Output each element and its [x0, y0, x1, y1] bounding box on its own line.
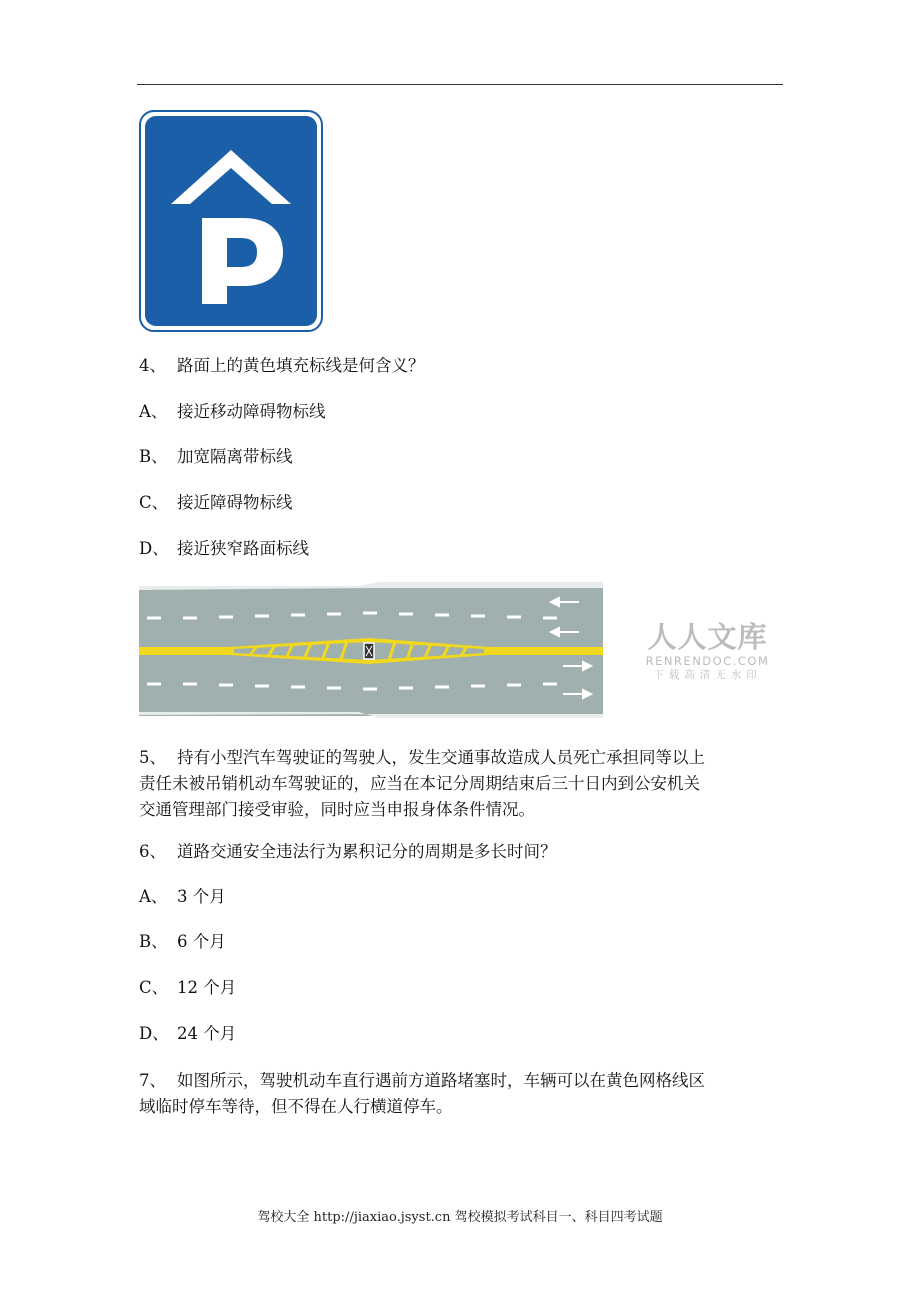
- question-text: 道路交通安全违法行为累积记分的周期是多长时间？: [177, 842, 557, 861]
- question-number: 7、: [139, 1071, 166, 1090]
- question-4: [139, 353, 425, 379]
- option-a: [139, 399, 326, 425]
- question-5: [139, 745, 779, 823]
- option-text: 加宽隔离带标线: [177, 447, 293, 466]
- header-rule: [137, 84, 783, 85]
- option-text: 接近障碍物标线: [177, 493, 293, 512]
- option-text: 24 个月: [177, 1024, 237, 1043]
- option-text: 6 个月: [177, 932, 226, 951]
- question-line: 交通管理部门接受审验，同时应当申报身体条件情况。: [139, 800, 535, 819]
- option-b: [139, 444, 293, 470]
- option-key: D、: [139, 1024, 169, 1043]
- question-text: 路面上的黄色填充标线是何含义？: [177, 356, 425, 375]
- question-6: [139, 839, 557, 865]
- option-d: [139, 1021, 236, 1047]
- question-text: 如图所示，驾驶机动车直行遇前方道路堵塞时，车辆可以在黄色网格线区: [177, 1071, 705, 1090]
- question-line: 域临时停车等待，但不得在人行横道停车。: [139, 1097, 453, 1116]
- option-key: C、: [139, 978, 169, 997]
- option-key: A、: [139, 402, 168, 421]
- option-key: C、: [139, 493, 169, 512]
- option-text: 接近移动障碍物标线: [177, 402, 326, 421]
- option-text: 接近狭窄路面标线: [177, 539, 309, 558]
- watermark-cn: 人人文库: [647, 620, 768, 654]
- question-number: 6、: [139, 842, 166, 861]
- option-key: B、: [139, 932, 168, 951]
- option-key: A、: [139, 887, 168, 906]
- option-b: [139, 929, 226, 955]
- option-key: B、: [139, 447, 168, 466]
- watermark-sub: 下载高清无水印: [653, 669, 762, 681]
- option-c: [139, 975, 236, 1001]
- question-text: 持有小型汽车驾驶证的驾驶人，发生交通事故造成人员死亡承担同等以上: [177, 748, 705, 767]
- question-line: [139, 1068, 779, 1094]
- question-number: 4、: [139, 356, 166, 375]
- page-footer: 驾校大全 http://jiaxiao.jsyst.cn 驾校模拟考试科目一、科目四考试题: [257, 1210, 663, 1225]
- option-key: D、: [139, 539, 169, 558]
- option-text: 3 个月: [177, 887, 226, 906]
- option-c: [139, 490, 293, 516]
- watermark-en: RENRENDOC.COM: [645, 654, 770, 668]
- option-text: 12 个月: [177, 978, 237, 997]
- question-7: [139, 1068, 779, 1120]
- option-d: [139, 536, 309, 562]
- question-number: 5、: [139, 748, 166, 767]
- road-marking-image: [139, 580, 603, 722]
- question-line: [139, 745, 779, 771]
- parking-sign-image: [139, 110, 323, 332]
- question-line: 责任未被吊销机动车驾驶证的，应当在本记分周期结束后三十日内到公安机关: [139, 774, 700, 793]
- watermark-logo: [640, 620, 775, 682]
- option-a: [139, 884, 226, 910]
